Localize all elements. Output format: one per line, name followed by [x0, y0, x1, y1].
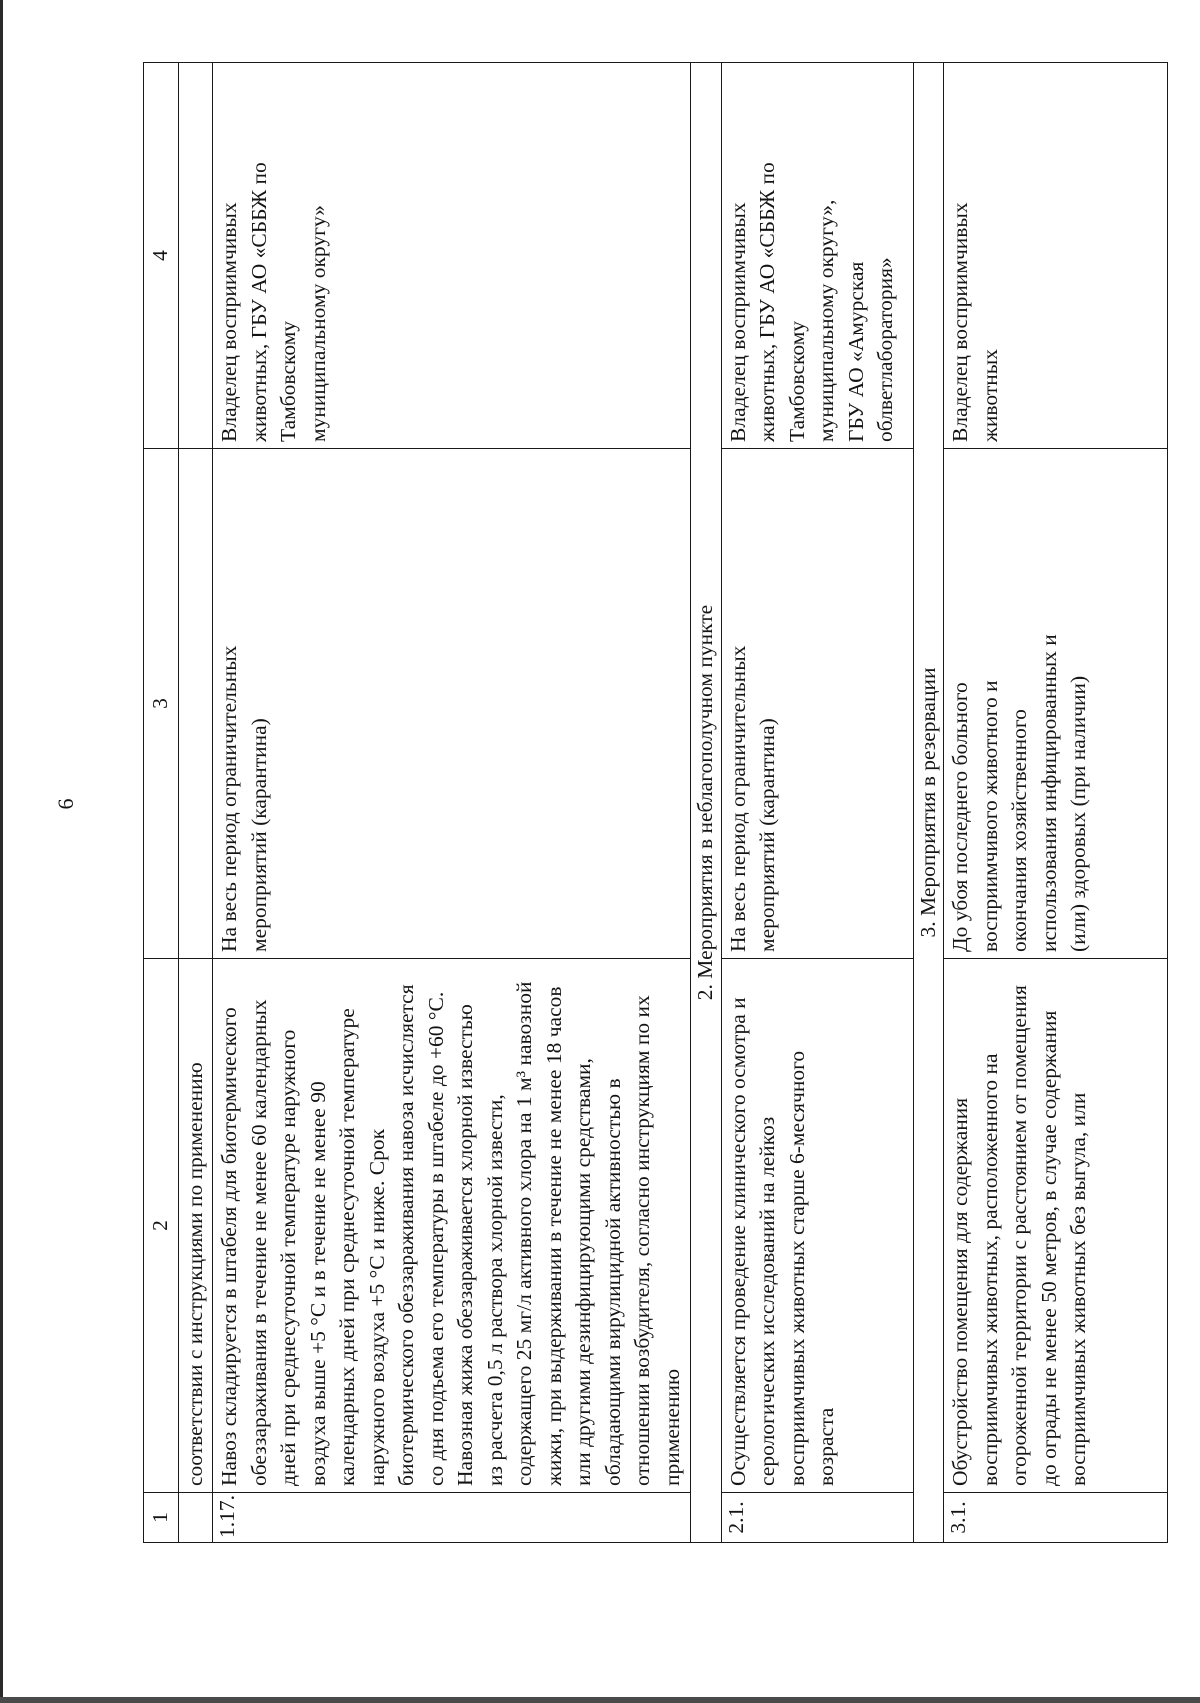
- continuation-responsible-cell: [178, 63, 213, 449]
- responsible-cell: [213, 63, 691, 449]
- scan-bottom-edge: [0, 1697, 1200, 1703]
- continuation-term-cell: [178, 449, 213, 959]
- measure-text: Осуществляется проведение клинического осмотра и серологических исследований на лейкоз восприимчивых животных старше 6-месячного возраста: [725, 997, 838, 1486]
- table-row: [944, 63, 1168, 1543]
- measure-cell: [944, 959, 1168, 1493]
- measure-cell: [213, 959, 691, 1493]
- measure-cell: [721, 959, 913, 1493]
- column-number-3: 3: [144, 449, 179, 959]
- responsible-cell: [944, 63, 1168, 449]
- column-number-4: 4: [144, 63, 179, 449]
- continuation-num-cell: [178, 1493, 213, 1543]
- page-number: 6: [53, 798, 78, 810]
- column-number-1: 1: [144, 1493, 179, 1543]
- responsible-cell: [721, 63, 913, 449]
- row-number: 3.1.: [944, 1493, 1168, 1543]
- table-row: [721, 63, 913, 1543]
- row-number: 1.17.: [213, 1493, 691, 1543]
- section-row: [913, 63, 944, 1543]
- measures-table: [143, 62, 1168, 1543]
- measure-text: Навоз складируется в штабеля для биотермического обеззараживания в течение не менее 60 календарных дней при среднесуточной температуре наружного воздуха выше +5 °С и в течение не менее 90 календарных дней при среднесуточной температуре наружного воздуха +5 °С и ниже. Срок биотермического обеззараживания навоза исчисляется со дня подъема его температуры в штабеле до +60 °С. Навозная жижа обеззараживается хлорной известью из расчета 0,5 л раствора хлорной извести, содержащего 25 мг/л активного хлора на 1 м³ навозной жижи, при выдерживании в течение не менее 18 часов или другими дезинфицирующими средствами, обладающими вирулицидной активностью в отношении возбудителя, согласно инструкциям по их применению: [217, 981, 684, 1486]
- section-heading: 2. Мероприятия в неблагополучном пункте: [691, 63, 722, 1543]
- responsible-text: Владелец восприимчивых животных, ГБУ АО «СББЖ по Тамбовскому муниципальному округу», ГБУ АО «Амурская облветлаборатория»: [725, 162, 897, 442]
- term-cell: [721, 449, 913, 959]
- term-text: На весь период ограничительных мероприятий (карантина): [217, 645, 271, 952]
- column-number-2: 2: [144, 959, 179, 1493]
- measure-text: Обустройство помещения для содержания восприимчивых животных, расположенного на огороженной территории с расстоянием от помещения до ограды не менее 50 метров, в случае содержания восприимчивых животных без выгула, или: [948, 985, 1090, 1486]
- table-row: [213, 63, 691, 1543]
- continuation-row: [178, 63, 213, 1543]
- section-row: [691, 63, 722, 1543]
- responsible-text: Владелец восприимчивых животных, ГБУ АО «СББЖ по Тамбовскому муниципальному округу»: [217, 162, 330, 442]
- term-text: До убоя последнего больного восприимчивого животного и окончания хозяйственного использования инфицированных и (или) здоровых (при наличии): [948, 634, 1090, 952]
- scan-left-edge: [0, 0, 3, 1703]
- term-cell: [213, 449, 691, 959]
- column-number-row: [144, 63, 179, 1543]
- measures-table-frame: [143, 63, 1168, 1543]
- responsible-text: Владелец восприимчивых животных: [948, 202, 1002, 442]
- term-text: На весь период ограничительных мероприятий (карантина): [725, 645, 779, 952]
- term-cell: [944, 449, 1168, 959]
- section-heading: 3. Мероприятия в резервации: [913, 63, 944, 1543]
- continuation-text: соответствии с инструкциями по применению: [178, 959, 213, 1493]
- row-number: 2.1.: [721, 1493, 913, 1543]
